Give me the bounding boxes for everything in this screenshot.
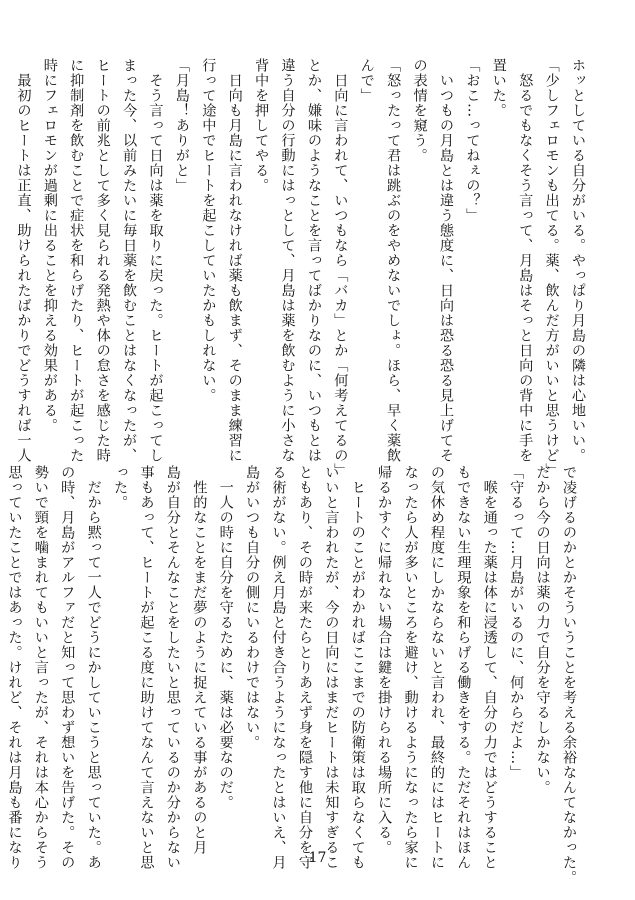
text-line: とか、嫌味のようなことを言ってばかりなのに、いつもとは bbox=[305, 58, 322, 463]
text-line: まった今、以前みたいに毎日薬を飲むことはなくなったが、 bbox=[121, 58, 138, 463]
text-line: 帰るかすぐに帰れない場合は鍵を掛けられる場所に入る。 bbox=[376, 465, 393, 855]
text-line: 一人の時に自分を守るために、薬は必要なのだ。 bbox=[217, 465, 234, 810]
text-line: 喉を通った薬は体に浸透して、自分の力ではどうすること bbox=[481, 465, 498, 870]
text-line: いつもの月島とは違う態度に、日向は恐る恐る見上げてそ bbox=[437, 58, 454, 463]
text-line: だから黙って一人でどうにかしていこうと思っていた。あ bbox=[85, 465, 102, 870]
text-line: 背中を押してやる。 bbox=[253, 58, 270, 193]
text-line: 「怒ったって君は跳ぶのをやめないでしょ。ほら、早く薬飲 bbox=[385, 58, 402, 463]
text-line: いいと言われたが、今の日向にはまだヒートは未知すぎるこ bbox=[323, 465, 340, 870]
text-line: 島が自分とそんなことをしたいと思っているのか分からない bbox=[164, 465, 181, 870]
text-line: 思っていたことではあった。けれど、それは月島も番になり bbox=[6, 465, 23, 870]
text-line: る術がない。例え月島と付き合うようになったとはいえ、月 bbox=[270, 465, 287, 870]
text-line: 「月島！ありがと」 bbox=[173, 58, 190, 193]
text-line: 最初のヒートは正直、助けられたばかりでどうすれば一人 bbox=[15, 58, 32, 463]
text-line: の表情を窺う。 bbox=[411, 58, 428, 163]
text-line: 島がいつも自分の側にいるわけではない。 bbox=[244, 465, 261, 750]
text-line: ヒートのことがわかればここまでの防衛策は取らなくても bbox=[349, 465, 366, 870]
text-line: 違う自分の行動にはっとして、月島は薬を飲むように小さな bbox=[279, 58, 296, 463]
text-line: 勢いで頸を噛まれてもいいと言ったが、それは本心からそう bbox=[32, 465, 49, 870]
text-line: に抑制剤を飲むことで症状を和らげたり、ヒートが起こった bbox=[68, 58, 85, 463]
text-line: 日向に言われて、いつもなら「バカ」とか「何考えてるの」 bbox=[332, 58, 349, 478]
text-line: もできない生理現象を和らげる働きをする。ただそれはほん bbox=[455, 465, 472, 870]
text-line: の時、月島がアルファだと知って思わず想いを告げた。その bbox=[59, 465, 76, 870]
text-line: だから今の日向は薬の力で自分を守るしかない。 bbox=[534, 465, 551, 795]
text-line: 「少しフェロモンも出てる。薬、飲んだ方がいいと思うけど」 bbox=[543, 58, 560, 478]
page-number: 17 bbox=[308, 850, 327, 866]
text-line: 日向も月島に言われなければ薬も飲まず、そのまま練習に bbox=[226, 58, 243, 463]
text-line: 時にフェロモンが過剰に出ることを抑える効果がある。 bbox=[41, 58, 58, 433]
text-line: ヒートの前兆として多く見られる発熱や体の怠さを感じた時 bbox=[94, 58, 111, 463]
text-line: の気休め程度にしかならないと言われ、最終的にはヒートに bbox=[428, 465, 445, 870]
text-line: った。 bbox=[112, 465, 129, 510]
text-line: 「おこ…ってねぇの？」 bbox=[464, 58, 481, 223]
text-block-top bbox=[15, 58, 591, 478]
text-line: 「守るって…月島がいるのに、何からだよ…」 bbox=[508, 465, 525, 780]
text-line: ともあり、その時が来たらとりあえず身を隠す他に自分を守 bbox=[296, 465, 313, 870]
text-line: で凌げるのかとかそういうことを考える余裕なんてなかった。 bbox=[561, 465, 577, 885]
text-line: 怒るでもなくそう言って、月島はそっと日向の背中に手を bbox=[517, 58, 534, 463]
text-line: なったら人が多いところを避け、動けるようになったら家に bbox=[402, 465, 419, 870]
text-line: ホッとしている自分がいる。やっぱり月島の隣は心地いい。 bbox=[570, 58, 586, 463]
text-line: 置いた。 bbox=[490, 58, 507, 118]
text-line: 事もあって、ヒートが起こる度に助けてなんて言えないと思 bbox=[138, 465, 155, 870]
text-line: 性的なことをまだ夢のように捉えている事があるのと月 bbox=[191, 465, 208, 855]
text-line: そう言って日向は薬を取りに戻った。ヒートが起こってし bbox=[147, 58, 164, 463]
text-line: 行って途中でヒートを起こしていたかもしれない。 bbox=[200, 58, 217, 403]
text-line: んで」 bbox=[358, 58, 375, 103]
